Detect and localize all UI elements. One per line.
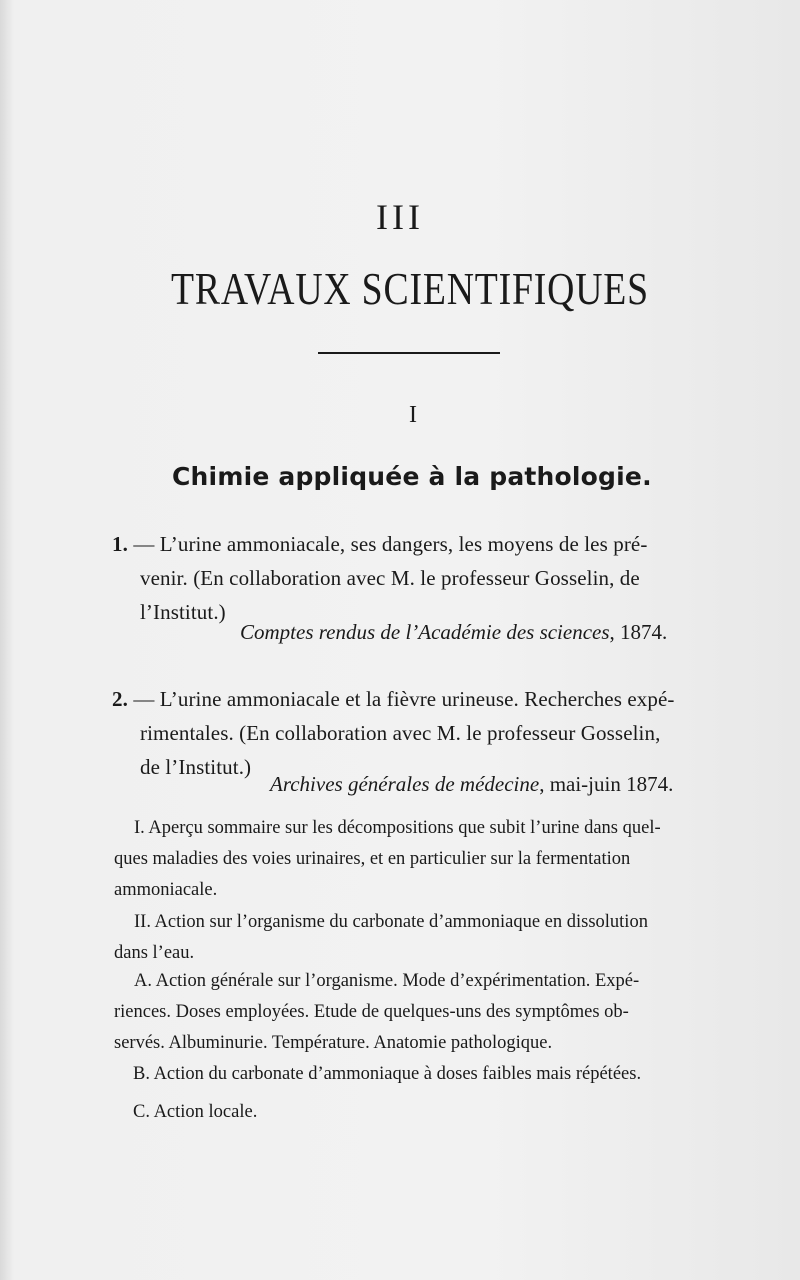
- paragraph-line: C. Action locale.: [133, 1102, 258, 1122]
- paragraph-line: B. Action du carbonate d’ammoniaque à doses faibles mais répétées.: [133, 1064, 642, 1084]
- summary-paragraph: [114, 966, 714, 1059]
- source-date: , 1874.: [609, 620, 668, 644]
- paragraph-line: II. Action sur l’organisme du carbonate d’ammoniaque en dissolution: [134, 912, 648, 932]
- entry-text: — L’urine ammoniacale, ses dangers, les moyens de les pré-: [133, 532, 648, 556]
- summary-paragraph: [133, 1059, 733, 1090]
- entry-number: 1.: [112, 532, 128, 556]
- entry-text: — L’urine ammoniacale et la fièvre urineuse. Recherches expé-: [133, 687, 675, 711]
- section-title: Chimie appliquée à la pathologie.: [172, 462, 652, 491]
- entry-line: [112, 682, 732, 716]
- bibliography-entry: [112, 682, 732, 784]
- summary-paragraph: [133, 1097, 733, 1128]
- part-title: TRAVAUX SCIENTIFIQUES: [171, 263, 649, 314]
- source-title: Comptes rendus de l’Académie des sciences: [240, 620, 610, 644]
- part-number: III: [376, 197, 424, 237]
- entry-source: [240, 620, 667, 645]
- paragraph-line: dans l’eau.: [114, 943, 195, 963]
- entry-line: venir. (En collaboration avec M. le professeur Gosselin, de: [140, 566, 640, 590]
- paragraph-line: servés. Albuminurie. Température. Anatomie pathologique.: [114, 1033, 553, 1053]
- summary-paragraph: [114, 813, 714, 906]
- entry-line: l’Institut.): [140, 600, 226, 624]
- paragraph-line: ques maladies des voies urinaires, et en particulier sur la fermentation: [114, 849, 631, 869]
- bibliography-entry: [112, 527, 732, 629]
- paragraph-line: ammoniacale.: [114, 880, 218, 900]
- summary-paragraph: [114, 907, 714, 969]
- paragraph-line: A. Action générale sur l’organisme. Mode d’expérimentation. Expé-: [134, 971, 640, 991]
- paragraph-line: riences. Doses employées. Etude de quelques-uns des symptômes ob-: [114, 1002, 629, 1022]
- source-title: Archives générales de médecine: [270, 772, 540, 796]
- source-date: , mai-juin 1874.: [539, 772, 674, 796]
- entry-line: rimentales. (En collaboration avec M. le professeur Gosselin,: [140, 721, 661, 745]
- entry-source: [270, 772, 673, 797]
- section-number: I: [409, 402, 417, 428]
- paragraph-line: I. Aperçu sommaire sur les décompositions que subit l’urine dans quel-: [134, 818, 661, 838]
- entry-number: 2.: [112, 687, 128, 711]
- title-rule: [318, 352, 500, 354]
- entry-line: de l’Institut.): [140, 755, 252, 779]
- entry-line: [112, 527, 732, 561]
